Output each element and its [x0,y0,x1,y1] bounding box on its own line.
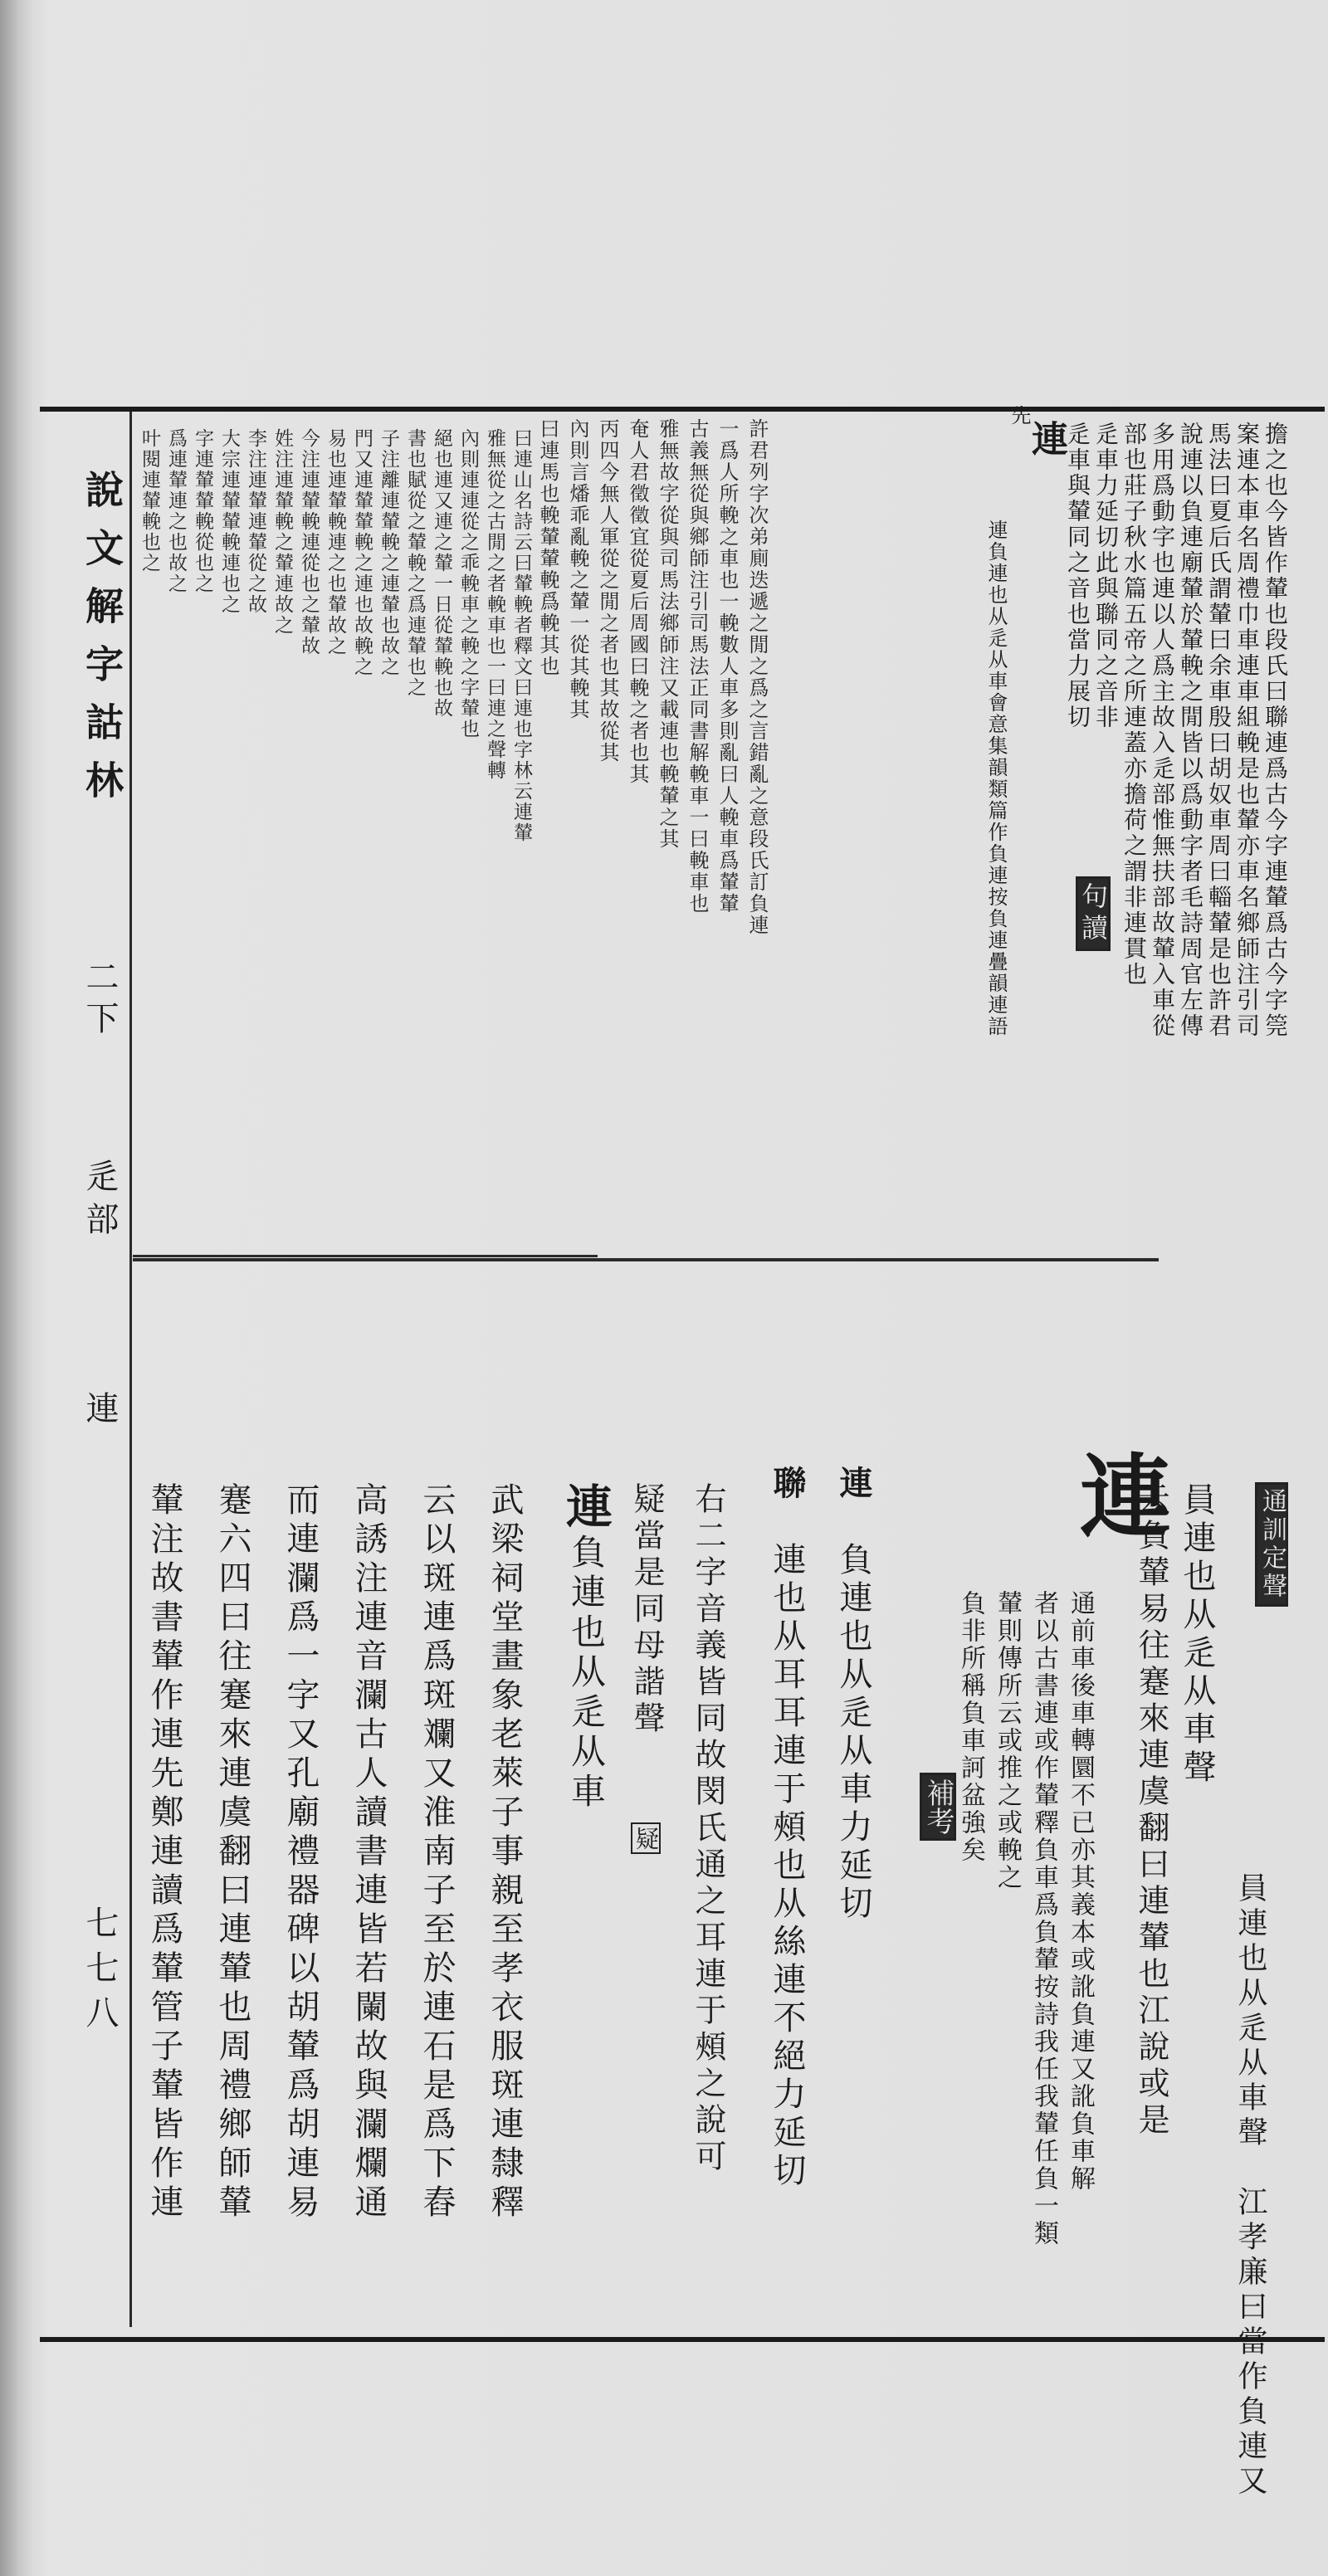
text-column: 絕也連又連之輦一日從輦輓也故 [431,428,452,719]
text-column: 內則言燔乖亂輓之輦一從其輓其 [566,418,589,720]
text-column: 多用爲動字也連以人爲主故入辵部惟無扶部故輦入車從 [1149,422,1176,1039]
text-column: 曰連山名詩云曰輦輓者釋文曰連也字林云連輦 [510,428,532,843]
character-label: 連 [81,1391,119,1424]
text-column: 書也賦從之輦輓之爲連輦也之 [404,428,426,698]
text-column: 武梁祠堂畫象老萊子事親至孝衣服斑連隸釋 [486,1482,524,2223]
text-column: 輦注故書輦作連先鄭連讀爲輦管子輦皆作連 [145,1482,183,2223]
text-column: 大宗連輦輦輓連也之 [218,428,240,615]
sub-entry-head: 聯 [768,1466,807,1504]
text-column: 易也連輦輓連之也輦故之 [325,428,346,656]
half-divider [133,1258,1159,1261]
section-label-bukao: 補考 [920,1773,956,1841]
text-column: 通前車後車轉圜不已亦其義本或訛負連又訛負車解 [1066,1590,1095,2193]
text-column: 今注連輦輓連從也之輦故 [298,428,320,656]
half-divider-inner [133,1255,598,1257]
text-column: 曰連馬也輓輦輦輓爲輓其也 [536,418,559,677]
section-label-juedu: 句讀 [1076,876,1111,951]
text-column: 丙四今無人軍從之閒之者也其故從其 [596,418,619,764]
text-column: 李注連輦連輦從之故 [245,428,266,615]
text-column: 云負輦易往蹇來連虞翻曰連輦也江說或是 [1133,1482,1169,2139]
text-column: 者以古書連或作輦釋負車爲負輦按詩我任我輦任負一類 [1029,1590,1058,2247]
radical-label: 辵部 [81,1159,119,1245]
sub-entry-text: 負連也从辵从車力延切 [834,1542,872,1924]
text-column: 連負連也从辵从車會意集韻類篇作負連按負連疊韻連語 [984,520,1008,1037]
text-column: 云以斑連爲斑斕又淮南子至於連石是爲下舂 [417,1482,456,2223]
text-column: 爲連輦連之也故之 [165,428,187,594]
text-column: 擔之也今皆作輦也段氏曰聯連爲古今字連輦爲古今字筦 [1262,422,1289,1039]
text-column: 蹇六四曰往蹇來連虞翻曰連輦也周禮鄉師輦 [213,1482,251,2223]
page-number: 七七八 [81,1905,119,2040]
entry-definition: 員連也从辵从車聲 [1178,1482,1216,1788]
text-column: 部也莊子秋水篇五帝之所連蓋亦擔荷之謂非連貫也 [1120,422,1148,988]
sub-entry-text: 連也从耳耳連于頰也从絲連不絕力延切 [768,1542,806,2191]
text-column: 內則連連從之乖輓車之輓之字輦也 [457,428,479,739]
section-label: 二下 [81,959,119,1042]
commentary: 右二字音義皆同故閔氏通之耳連于頰之說可 [690,1482,726,2176]
entry-headword: 連 [1025,420,1067,461]
text-column: 一爲人所輓之車也一輓數人車多則亂曰人輓車爲輦輦 [715,418,739,915]
text-column: 案連本車名周禮巾車連車組輓是也輦亦車名鄉師注引司 [1233,422,1261,1039]
text-column: 叶閱連輦輓也之 [139,428,160,573]
text-column: 負非所稱負車訶盆強矣 [956,1590,985,1864]
text-column: 員連也从辵从車聲 江孝廉曰當作負連又 [1233,1872,1267,2500]
text-column: 輦則傳所云或推之或輓之 [993,1590,1022,1891]
margin-rule [129,412,132,2327]
text-column: 奄人君徵徵宜從夏后周國曰輓之者也其 [626,418,649,785]
sub-entry [768,1466,807,2191]
text-column: 門又連輦輦輓之連也故輓之 [351,428,373,677]
text-column: 而連瀾爲一字又孔廟禮器碑以胡輦爲胡連易 [281,1482,320,2223]
commentary: 疑當是同母諧聲 [628,1482,665,1738]
book-title: 說文解字詁林 [80,470,124,818]
text-column: 高誘注連音瀾古人讀書連皆若闌故與瀾爛通 [349,1482,388,2223]
entry [559,1482,613,1812]
entry-head: 連 [559,1482,613,1534]
text-column: 雅無從之古閒之者輓車也一曰連之聲轉 [484,428,505,781]
commentary-label: 疑 [631,1822,661,1854]
entry-headword-large: 連 [1065,1449,1172,1540]
text-column: 姓注連輦輓之輦連故之 [271,428,293,636]
page-frame [40,405,1325,2500]
entry-text: 負連也从辵从車 [566,1534,607,1812]
text-column: 說連以負連廟輦於輦輓之閒皆以爲動字者毛詩周官左傳 [1177,422,1204,1039]
text-column: 字連輦輦輓從也之 [192,428,213,594]
text-column: 雅無故字從與司馬法鄉師注又載連也輓輦之其 [656,418,679,850]
text-column: 辵車與輦同之音也當力展切 [1064,422,1091,730]
text-column: 馬法曰夏后氏謂輦曰余車殷曰胡奴車周曰輜輦是也許君 [1205,422,1233,1039]
sub-entry [834,1466,873,1924]
text-column: 古義無從與鄉師注引司馬法正同書解輓車一曰輓車也 [686,418,709,915]
book-binding [0,0,32,2576]
text-column: 辵車力延切此與聯同之音非 [1092,422,1120,730]
text-column: 許君列字次弟廁迭遞之閒之爲之言錯亂之意段氏訂負連 [745,418,769,936]
entry-prefix: 先 [1008,405,1031,425]
sub-entry-head: 連 [834,1466,873,1504]
section-label-tongxun: 通訓定聲 [1255,1482,1288,1607]
text-column: 子注離連輦輓之連輦也故之 [378,428,399,677]
